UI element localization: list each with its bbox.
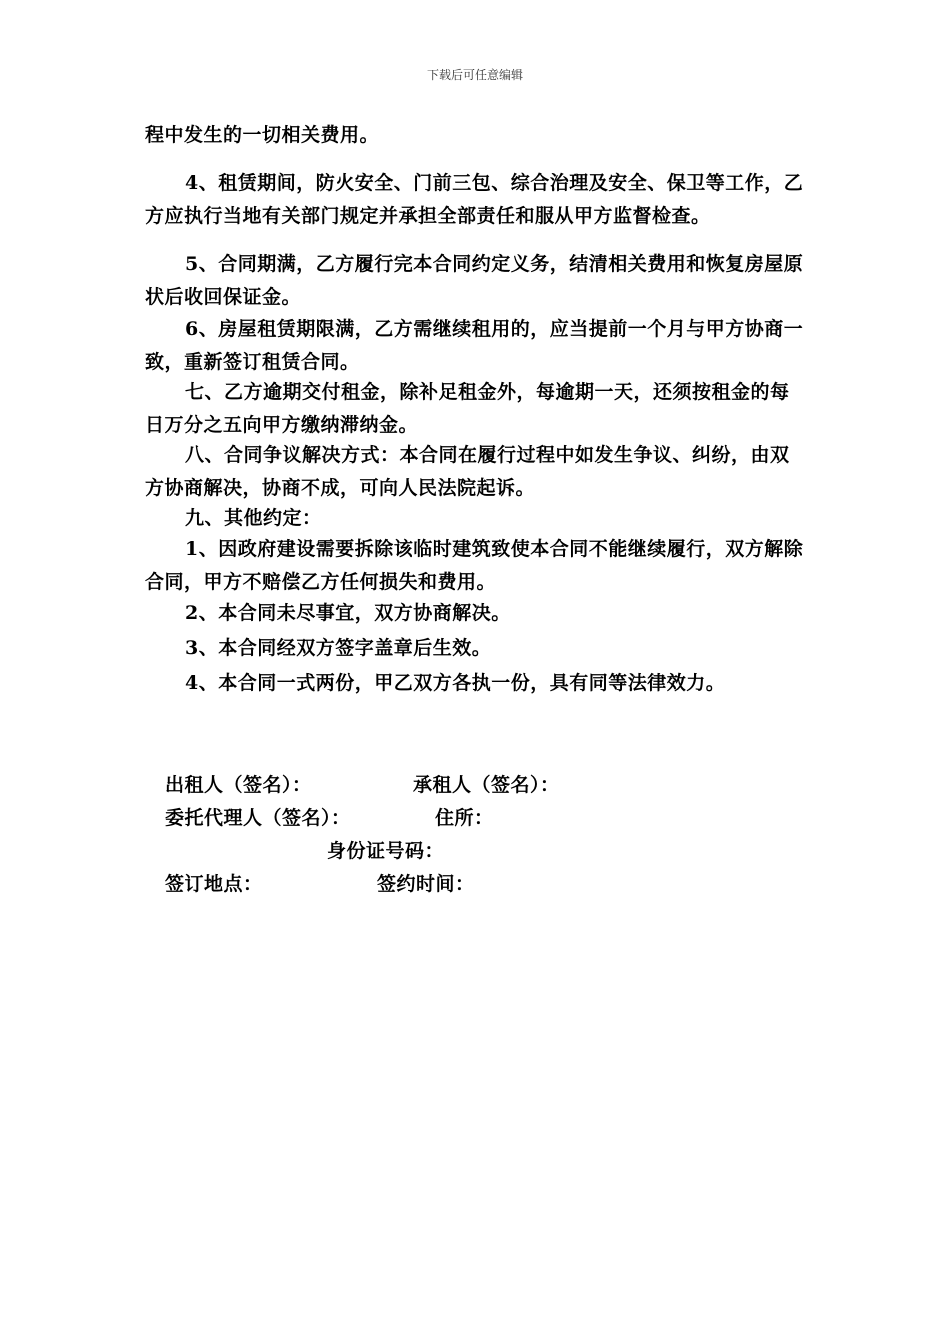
clause-8-dispute: 八、合同争议解决方式：本合同在履行过程中如发生争议、纠纷，由双方协商解决，协商不成，可向人民法院起诉。 xyxy=(145,444,790,499)
agent-signature-label: 委托代理人（签名）： xyxy=(165,807,351,829)
lessor-signature-label: 出租人（签名）： xyxy=(165,774,312,796)
paragraph-fee-continuation: 程中发生的一切相关费用。 xyxy=(145,124,380,146)
clause-9-title: 九、其他约定： xyxy=(185,507,322,529)
page-header-note: 下载后可任意编辑 xyxy=(426,68,523,82)
sign-time-label: 签约时间： xyxy=(377,873,475,895)
lessee-signature-label: 承租人（签名）： xyxy=(413,774,560,796)
clause-7-late-payment: 七、乙方逾期交付租金，除补足租金外，每逾期一天，还须按租金的每日万分之五向甲方缴纳滞纳金。 xyxy=(145,381,790,436)
clause-4-safety: 4、租赁期间，防火安全、门前三包、综合治理及安全、保卫等工作，乙方应执行当地有关部门规定并承担全部责任和服从甲方监督检查。 xyxy=(145,172,804,227)
address-label: 住所： xyxy=(435,807,494,829)
clause-9-4-copies: 4、本合同一式两份，甲乙双方各执一份，具有同等法律效力。 xyxy=(185,672,726,694)
clause-9-3-effective: 3、本合同经双方签字盖章后生效。 xyxy=(185,637,492,659)
clause-6-renewal: 6、房屋租赁期限满，乙方需继续租用的，应当提前一个月与甲方协商一致，重新签订租赁合同。 xyxy=(145,318,804,373)
id-number-label: 身份证号码： xyxy=(327,840,445,862)
clause-5-expiry: 5、合同期满，乙方履行完本合同约定义务，结清相关费用和恢复房屋原状后收回保证金。 xyxy=(145,253,804,308)
clause-9-1-demolition: 1、因政府建设需要拆除该临时建筑致使本合同不能继续履行，双方解除合同，甲方不赔偿乙方任何损失和费用。 xyxy=(145,538,804,593)
clause-9-2-unresolved: 2、本合同未尽事宜，双方协商解决。 xyxy=(185,602,511,624)
sign-place-label: 签订地点： xyxy=(165,873,263,895)
